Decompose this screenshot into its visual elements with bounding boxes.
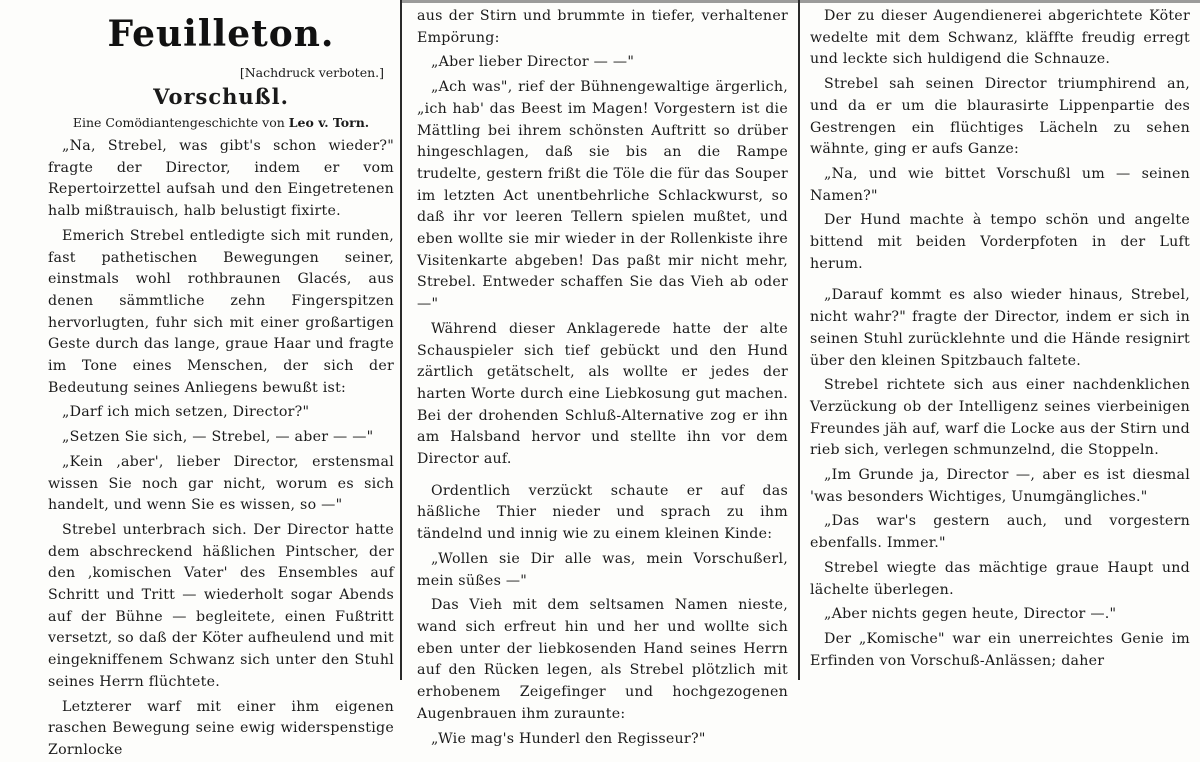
paragraph: „Das war's gestern auch, und vorgestern ebenfalls. Immer."	[810, 513, 1190, 552]
paragraph: „Wie mag's Hunderl den Regisseur?"	[431, 730, 706, 747]
column-1	[0, 0, 400, 758]
paragraph: Ordentlich verzückt schaute er auf das häßliche Thier nieder und sprach zu ihm tändelnd und innig wie zu einem kleinen Kinde:	[417, 482, 788, 543]
paragraph: „Aber lieber Director — —"	[431, 54, 635, 71]
paragraph: „Setzen Sie sich, — Strebel, — aber — —"	[62, 429, 374, 446]
story-headline: Vorschußl.	[153, 84, 289, 109]
paragraph: Der „Komische" war ein unerreichtes Genie im Erfinden von Vorschuß-Anlässen; daher	[810, 630, 1190, 669]
paragraph: Letzterer warf mit einer ihm eigenen raschen Bewegung seine ewig widerspenstige Zornlocke	[48, 698, 394, 758]
byline-author: Leo v. Torn.	[288, 115, 370, 130]
section-title: Feuilleton.	[107, 13, 335, 55]
byline-prefix: Eine Comödiantengeschichte von	[72, 115, 289, 130]
paragraph: Während dieser Anklagerede hatte der alte Schauspieler sich tief gebückt und den Hund zärtlich getätschelt, als wollte er jedes der harten Worte durch eine Liebkosung gut machen. Bei der drohenden Schluß-Alternative zog er ihn am Halsband hervor und stellte ihn vor dem Director auf.	[417, 320, 788, 468]
paragraph: „Kein ‚aber', lieber Director, erstensmal wissen Sie noch gar nicht, worum es sich handelt, und wenn Sie es wissen, so —"	[48, 453, 394, 514]
paragraph: „Wollen sie Dir alle was, mein Vorschußerl, mein süßes —"	[417, 550, 788, 589]
paragraph: „Darf ich mich setzen, Director?"	[62, 404, 310, 421]
column-2	[401, 0, 798, 747]
paragraph: „Im Grunde ja, Director —, aber es ist diesmal 'was besonders Wichtiges, Unumgängliches."	[810, 467, 1190, 505]
paragraph: Das Vieh mit dem seltsamen Namen nieste, wand sich erfreut hin und her und wollte sich eben unter der liebkosenden Hand seines Herrn auf den Rücken legen, als Strebel plötzlich mit erhobenem Zeigefinger und hochgezogenen Augenbrauen ihm zuraunte:	[417, 597, 788, 722]
paragraph: Der Hund machte à tempo schön und angelte bittend mit beiden Vorderpfoten in der Luft herum.	[810, 212, 1190, 272]
paragraph: Emerich Strebel entledigte sich mit runden, fast pathetischen Bewegungen seiner, einstmals wohl rothbraunen Glacés, aus denen sämmtliche zehn Fingerspitzen hervorlugten, fuhr sich mit einer großartigen Geste durch das lange, graue Haar und fragte im Tone eines Menschen, der sich der Bedeutung seines Anliegens bewußt ist:	[48, 227, 394, 396]
paragraph: „Aber nichts gegen heute, Director —."	[824, 606, 1117, 623]
byline	[48, 112, 394, 134]
paragraph: „Darauf kommt es also wieder hinaus, Strebel, nicht wahr?" fragte der Director, indem er sich in seinen Stuhl zurücklehnte und die Hände resignirt über den kleinen Spitzbauch faltete.	[810, 287, 1190, 369]
paragraph: Strebel sah seinen Director triumphirend an, und da er um die blaurasirte Lippenpartie des Gestrengen ein flüchtiges Lächeln zu sehen wähnte, ging er aufs Ganze:	[810, 76, 1190, 158]
reprint-note: [Nachdruck verboten.]	[239, 65, 384, 80]
paragraph: aus der Stirn und brummte in tiefer, verhaltener Empörung:	[417, 8, 788, 46]
paragraph: Strebel richtete sich aus einer nachdenklichen Verzückung ob der Intelligenz seines vierbeinigen Freundes jäh auf, warf die Locke aus der Stirn und rieb sich, verlegen schmunzelnd, die Stoppeln.	[810, 377, 1190, 459]
paragraph: „Na, Strebel, was gibt's schon wieder?" fragte der Director, indem er vom Repertoirzettel aufsah und den Eingetretenen halb mißtrauisch, halb belustigt fixirte.	[48, 138, 394, 220]
paragraph: „Na, und wie bittet Vorschußl um — seinen Namen?"	[810, 165, 1190, 204]
paragraph: „Ach was", rief der Bühnengewaltige ärgerlich, „ich hab' das Beest im Magen! Vorgestern ist die Mättling bei ihrem schönsten Auftritt so drüber hingeschlagen, daß sie bis an die Rampe trudelte, gestern frißt die Töle die für das Souper im letzten Act unentbehrliche Schlackwurst, so daß ihr vor leeren Tellern spielen mußtet, und eben wollte sie mir wieder in der Rollenkiste ihre Visitenkarte abgeben! Das paßt mir nicht mehr, Strebel. Entweder schaffen Sie das Vieh ab oder —"	[417, 79, 788, 313]
column-3	[798, 0, 1200, 680]
paragraph: Strebel wiegte das mächtige graue Haupt und lächelte überlegen.	[810, 559, 1190, 598]
paragraph: Der zu dieser Augendienerei abgerichtete Köter wedelte mit dem Schwanz, kläffte freudig erregt und leckte sich huldigend die Schnauze.	[810, 8, 1190, 68]
paragraph: Strebel unterbrach sich. Der Director hatte dem abschreckend häßlichen Pintscher, der den ‚komischen Vater' des Ensembles auf Schritt und Tritt — wiederholt sogar Abends auf der Bühne — begleitete, einen Fußtritt versetzt, so daß der Köter aufheulend und mit eingekniffenem Schwanz sich unter den Stuhl seines Herrn flüchtete.	[48, 521, 394, 690]
